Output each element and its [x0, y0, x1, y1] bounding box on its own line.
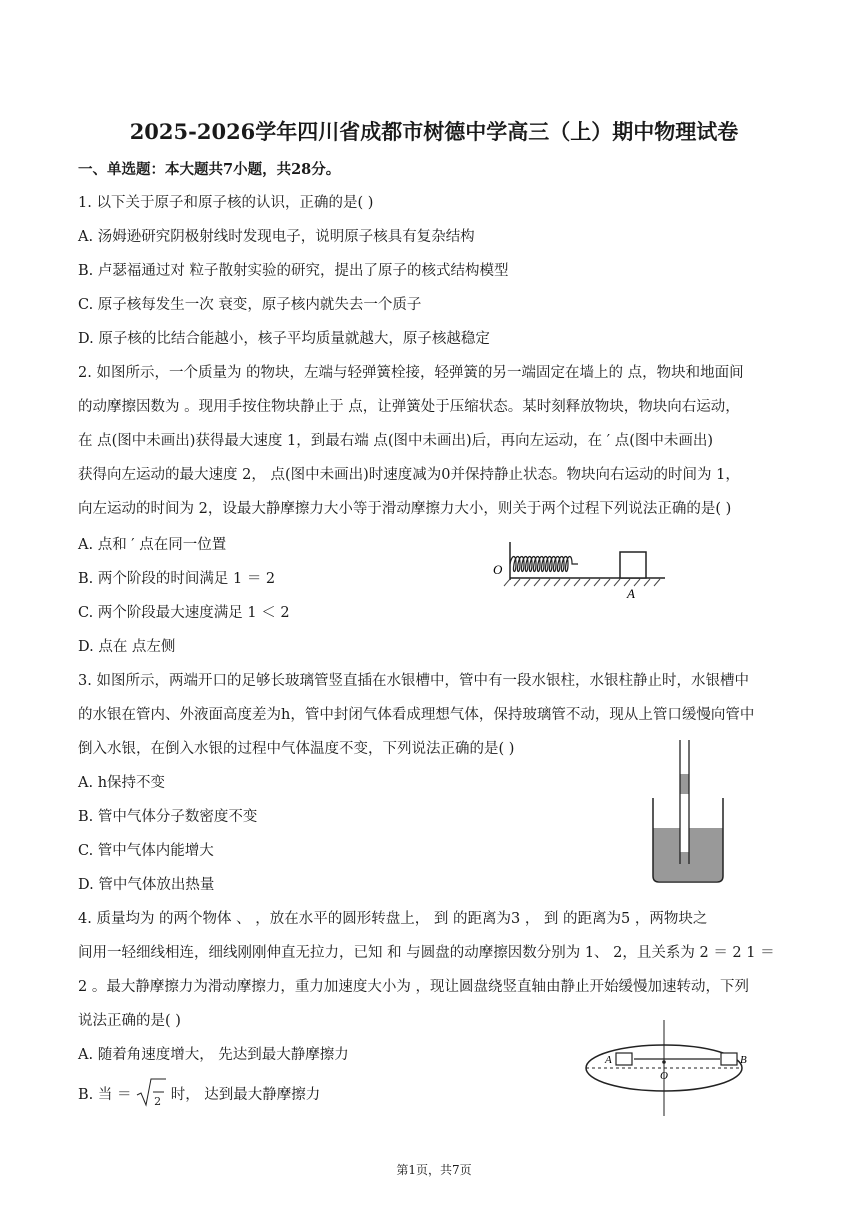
q3-stem-line3: 倒入水银，在倒入水银的过程中气体温度不变，下列说法正确的是( ) — [78, 741, 515, 757]
q2-option-a: A. 点和 ′ 点在同一位置 — [78, 537, 227, 553]
sqrt-denominator: 2 — [154, 1095, 162, 1108]
q4-option-b — [78, 1085, 321, 1108]
q3-stem-line2: 的水银在管内、外液面高度差为h，管中封闭气体看成理想气体，保持玻璃管不动，现从上管口缓慢向管中 — [78, 707, 755, 723]
q1-stem: 1. 以下关于原子和原子核的认识，正确的是( ) — [78, 195, 374, 211]
mercury-tube-figure — [646, 740, 730, 886]
q3-option-d: D. 管中气体放出热量 — [78, 877, 215, 893]
mercury-column — [680, 774, 689, 794]
label-o: O — [660, 1070, 668, 1082]
q1-option-b: B. 卢瑟福通过对 粒子散射实验的研究，提出了原子的核式结构模型 — [78, 263, 509, 279]
q3-option-a: A. h保持不变 — [78, 775, 166, 791]
q4-stem-line4: 说法正确的是( ) — [78, 1013, 181, 1029]
page-title: 2025-2026学年四川省成都市树德中学高三（上）期中物理试卷 — [129, 119, 739, 144]
label-a: A — [627, 586, 635, 601]
sqrt-expression — [136, 1085, 166, 1108]
q3-stem-line1: 3. 如图所示，两端开口的足够长玻璃管竖直插在水银槽中，管中有一段水银柱，水银柱静止时，水银槽中 — [78, 673, 749, 689]
block — [620, 552, 646, 578]
q2-stem-line4: 获得向左运动的最大速度 2， 点(图中未画出)时速度减为0并保持静止状态。物块向右运动的时间为 1， — [78, 467, 740, 483]
spring-block-figure — [490, 538, 670, 602]
q4-stem-line1: 4. 质量均为 的两个物体 、 ，放在水平的圆形转盘上， 到 的距离为3 ， 到 的距离为5 ，两物块之 — [78, 911, 708, 927]
label-o: O — [493, 562, 503, 577]
q2-option-d: D. 点在 点左侧 — [78, 639, 176, 655]
spring-coil — [510, 557, 578, 572]
q2-stem-line3: 在 点(图中未画出)获得最大速度 1，到最右端 点(图中未画出)后，再向左运动，在 ′ 点(图中未画出) — [78, 433, 714, 449]
q1-option-c: C. 原子核每发生一次 衰变，原子核内就失去一个质子 — [78, 297, 422, 313]
q4-stem-line2: 间用一轻细线相连，细线刚刚伸直无拉力，已知 和 与圆盘的动摩擦因数分别为 1、 2，且关系为 2 ＝ 2 1 ＝ — [78, 945, 775, 961]
mercury-in-tube — [680, 852, 689, 864]
q1-option-d: D. 原子核的比结合能越小，核子平均质量就越大，原子核越稳定 — [78, 331, 490, 347]
q2-stem-line1: 2. 如图所示，一个质量为 的物块，左端与轻弹簧栓接，轻弹簧的另一端固定在墙上的 点，物块和地面间 — [78, 365, 744, 381]
label-a: A — [605, 1054, 612, 1066]
center-dot — [662, 1060, 666, 1064]
q3-option-b: B. 管中气体分子数密度不变 — [78, 809, 258, 825]
block-a — [616, 1053, 632, 1065]
block-b — [721, 1053, 737, 1065]
label-b: B — [740, 1054, 747, 1066]
page-footer: 第1页，共7页 — [396, 1163, 472, 1177]
q4-stem-line3: 2 。最大静摩擦力为滑动摩擦力，重力加速度大小为 ，现让圆盘绕竖直轴由静止开始缓慢加速转动，下列 — [78, 979, 749, 995]
q2-stem-line2: 的动摩擦因数为 。现用手按住物块静止于 点，让弹簧处于压缩状态。某时刻释放物块，物块向右运动， — [78, 399, 740, 415]
q3-option-c: C. 管中气体内能增大 — [78, 843, 214, 859]
sqrt-radical-icon — [136, 1077, 166, 1107]
q4-option-a: A. 随着角速度增大， 先达到最大静摩擦力 — [78, 1047, 349, 1063]
q2-option-c: C. 两个阶段最大速度满足 1 ＜ 2 — [78, 605, 290, 621]
turntable-figure — [580, 1018, 748, 1118]
q4-option-b-prefix: B. 当 ＝ — [78, 1087, 132, 1103]
q1-option-a: A. 汤姆逊研究阴极射线时发现电子，说明原子核具有复杂结构 — [78, 229, 475, 245]
q2-stem-line5: 向左运动的时间为 2，设最大静摩擦力大小等于滑动摩擦力大小，则关于两个过程下列说法正确的是( ) — [78, 501, 732, 517]
q4-option-b-suffix: 时， 达到最大静摩擦力 — [170, 1087, 321, 1103]
q2-option-b: B. 两个阶段的时间满足 1 ＝ 2 — [78, 571, 276, 587]
section-heading: 一、单选题：本大题共7小题，共28分。 — [78, 161, 341, 178]
